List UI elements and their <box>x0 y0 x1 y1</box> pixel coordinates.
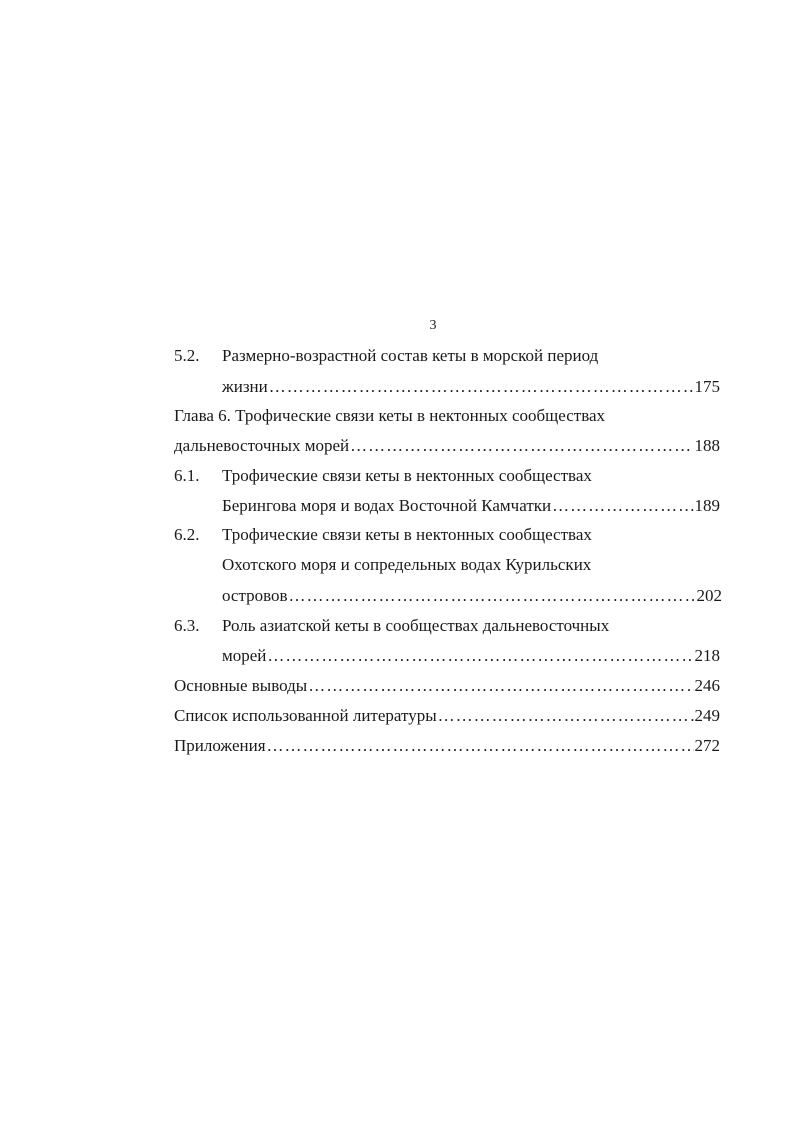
toc-chapter-6-cont <box>174 434 720 458</box>
toc-entry-5-2-cont <box>222 375 720 399</box>
toc-entry-title: островов <box>222 586 288 605</box>
toc-chapter-title: дальневосточных морей <box>174 436 350 455</box>
dot-leader <box>350 434 693 458</box>
toc-section-number: 5.2. <box>174 346 200 365</box>
dot-leader <box>438 704 694 728</box>
toc-entry-title: Охотского моря и сопредельных водах Курильских <box>222 555 592 574</box>
toc-entry-title: Роль азиатской кеты в сообществах дальневосточных <box>222 616 610 635</box>
toc-entry-references <box>174 704 720 728</box>
toc-entry-title: Трофические связи кеты в нектонных сообществах <box>222 525 592 544</box>
toc-entry-6-1-cont <box>222 494 720 518</box>
toc-chapter-title: Глава 6. Трофические связи кеты в нектонных сообществах <box>174 406 606 425</box>
toc-entry-6-1 <box>0 464 793 488</box>
toc-entry-title: жизни <box>222 377 268 396</box>
dot-leader <box>308 674 693 698</box>
toc-entry-5-2 <box>0 344 793 368</box>
toc-entry-title: Размерно-возрастной состав кеты в морской период <box>222 346 599 365</box>
toc-page-number: 175 <box>694 377 720 396</box>
toc-page-number: 249 <box>694 706 720 725</box>
dot-leader <box>267 644 693 668</box>
toc-page-number: 189 <box>694 496 720 515</box>
toc-page-number: 246 <box>694 676 720 695</box>
toc-page-number: 188 <box>694 436 720 455</box>
dot-leader <box>267 734 694 758</box>
toc-entry-6-3 <box>0 614 793 638</box>
toc-entry-title: Основные выводы <box>174 676 308 695</box>
toc-page-number: 218 <box>694 646 720 665</box>
toc-entry-title: Список использованной литературы <box>174 706 437 725</box>
toc-entry-6-2 <box>0 523 793 547</box>
toc-page-number: 202 <box>696 586 722 605</box>
toc-entry-title: Трофические связи кеты в нектонных сообществах <box>222 466 592 485</box>
toc-entry-title: морей <box>222 646 267 665</box>
dot-leader <box>269 375 694 399</box>
toc-entry-6-2-cont <box>222 584 722 608</box>
toc-chapter-6 <box>0 404 793 428</box>
toc-page-number: 272 <box>694 736 720 755</box>
toc-entry-title: Приложения <box>174 736 266 755</box>
toc-entry-6-2-line2 <box>0 553 793 577</box>
toc-section-number: 6.3. <box>174 616 200 635</box>
dot-leader <box>289 584 696 608</box>
toc-entry-appendices <box>174 734 720 758</box>
toc-section-number: 6.1. <box>174 466 200 485</box>
dot-leader <box>552 494 693 518</box>
page-number: 3 <box>429 318 437 333</box>
toc-section-number: 6.2. <box>174 525 200 544</box>
toc-entry-title: Берингова моря и водах Восточной Камчатки <box>222 496 552 515</box>
toc-entry-6-3-cont <box>222 644 720 668</box>
toc-entry-conclusions <box>174 674 720 698</box>
